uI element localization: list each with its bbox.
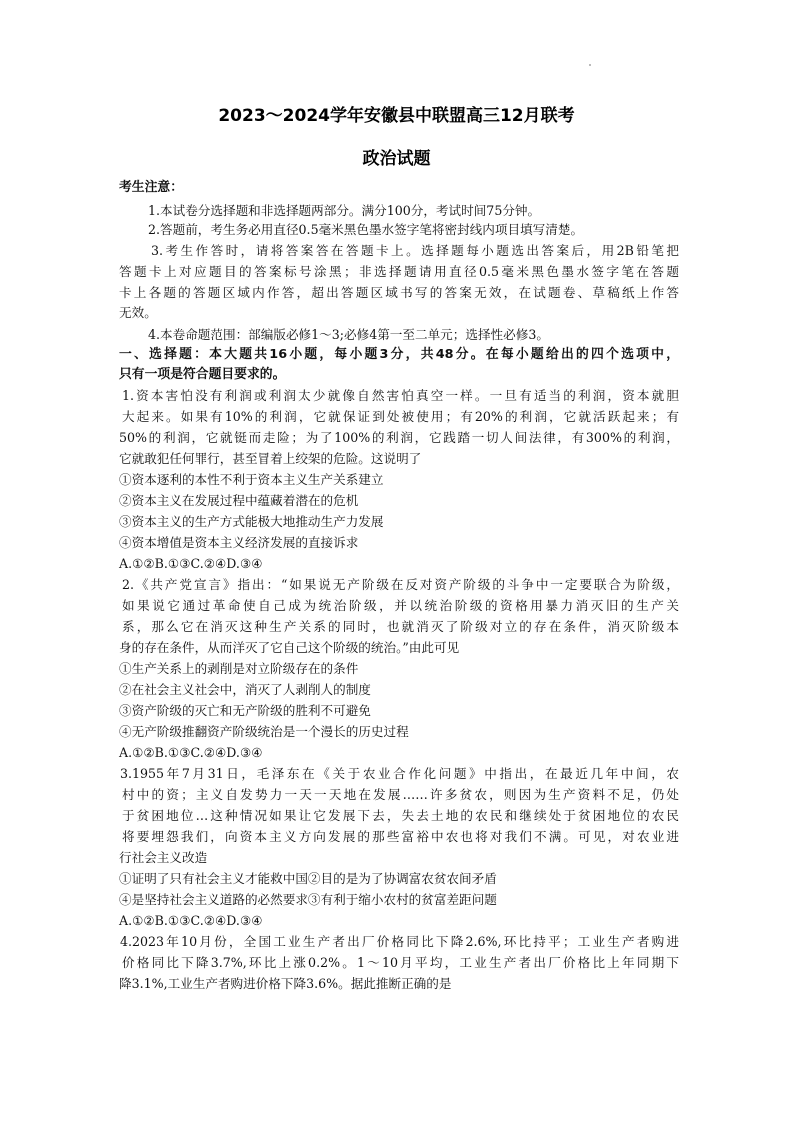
q2-option-3: ③资产阶级的灭亡和无产阶级的胜利不可避免 [119, 703, 371, 718]
q4-stem-line-2: 价格同比下降3.7%,环比上涨0.2%。1～10月平均，工业生产者出厂价格比上年同期下 [122, 955, 679, 970]
section-1-heading-line-2: 只有一项是符合题目要求的。 [119, 367, 286, 382]
q4-stem-line-3: 降3.1%,工业生产者购进价格下降3.6%。据此推断正确的是 [119, 976, 452, 991]
q2-stem-line-4: 身的存在条件，从而洋灭了它自己这个阶级的统治。”由此可见 [119, 640, 460, 655]
notice-item-2: 2.答题前，考生务必用直径0.5毫米黑色墨水签字笔将密封线内项目填写清楚。 [148, 222, 584, 237]
notice-item-3-line-4: 无效。 [119, 305, 157, 320]
q2-option-1: ①生产关系上的剥削是对立阶级存在的条件 [119, 661, 359, 676]
q3-options-line-2: ④是坚持社会主义道路的必然要求③有利于缩小农村的贫富差距问题 [119, 892, 497, 907]
q1-stem-line-2: 大起来。如果有10%的利润，它就保证到处被使用；有20%的利润，它就活跃起来；有 [122, 409, 679, 424]
q3-stem-line-2: 村中的资；主义自发势力一天一天地在发展……许多贫农，则因为生产资料不足，仍处 [122, 787, 679, 802]
scan-speck [589, 64, 591, 66]
q1-option-1: ①资本逐利的本性不利于资本主义生产关系建立 [119, 472, 384, 487]
q4-stem-line-1: 4.2023年10月份，全国工业生产者出厂价格同比下降2.6%,环比持平；工业生产者购进 [120, 934, 679, 949]
q1-stem-line-4: 它就敢犯任何罪行，甚至冒着上绞架的危险。这说明了 [119, 451, 422, 466]
notice-item-3-line-1: 3.考生作答时，请将答案答在答题卡上。选择题每小题选出答案后，用2B铅笔把 [151, 243, 679, 258]
q1-option-4: ④资本增值是资本主义经济发展的直接诉求 [119, 535, 359, 550]
q1-option-2: ②资本主义在发展过程中蕴藏着潜在的危机 [119, 493, 359, 508]
q3-stem-line-1: 3.1955年7月31日，毛泽东在《关于农业合作化问题》中指出，在最近几年中间，农 [120, 766, 679, 781]
notice-item-4: 4.本卷命题范围：部编版必修1～3;必修4第一至二单元；选择性必修3。 [148, 327, 549, 342]
q3-stem-line-3: 于贫困地位…这种情况如果让它发展下去，失去土地的农民和继续处于贫困地位的农民 [122, 808, 679, 823]
q3-stem-line-4: 将要埋怨我们，向资本主义方向发展的那些富裕中农也将对我们不满。可见，对农业进 [122, 829, 679, 844]
notice-item-1: 1.本试卷分选择题和非选择题两部分。满分100分，考试时间75分钟。 [148, 203, 541, 218]
exam-subject: 政治试题 [362, 149, 431, 169]
q3-stem-line-5: 行社会主义改造 [119, 850, 208, 865]
q2-stem-line-1: 2.《共产党宣言》指出：“如果说无产阶级在反对资产阶级的斗争中一定要联合为阶级， [122, 577, 679, 592]
q3-choices: A.①②B.①③C.②④D.③④ [119, 913, 263, 928]
notice-item-3-line-3: 卡上各题的答题区域内作答，超出答题区域书写的答案无效，在试题卷、草稿纸上作答 [119, 285, 679, 300]
q1-option-3: ③资本主义的生产方式能极大地推动生产力发展 [119, 514, 384, 529]
q3-options-line-1: ①证明了只有社会主义才能救中国②目的是为了协调富农贫农间矛盾 [119, 871, 497, 886]
notice-heading: 考生注意： [119, 180, 183, 195]
q2-option-2: ②在社会主义社会中，消灭了人剥削人的制度 [119, 682, 371, 697]
notice-item-3-line-2: 答题卡上对应题目的答案标号涂黑；非选择题请用直径0.5毫米黑色墨水签字笔在答题 [119, 264, 679, 279]
q2-option-4: ④无产阶级推翻资产阶级统治是一个漫长的历史过程 [119, 724, 409, 739]
q1-stem-line-1: 1.资本害怕没有利润或利润太少就像自然害怕真空一样。一旦有适当的利润，资本就胆 [122, 388, 679, 403]
exam-title: 2023～2024学年安徽县中联盟高三12月联考 [218, 106, 575, 126]
section-1-heading-line-1: 一、选择题：本大题共16小题，每小题3分，共48分。在每小题给出的四个选项中， [119, 347, 679, 362]
q2-choices: A.①②B.①③C.②④D.③④ [119, 745, 263, 760]
q2-stem-line-2: 如果说它通过革命使自己成为统治阶级，并以统治阶级的资格用暴力消灭旧的生产关 [122, 598, 679, 613]
q1-choices: A.①②B.①③C.②④D.③④ [119, 556, 263, 571]
q2-stem-line-3: 系，那么它在消灭这种生产关系的同时，也就消灭了阶级对立的存在条件，消灭阶级本 [122, 619, 679, 634]
q1-stem-line-3: 50%的利润，它就铤而走险；为了100%的利润，它践踏一切人间法律，有300%的利润， [119, 430, 679, 445]
